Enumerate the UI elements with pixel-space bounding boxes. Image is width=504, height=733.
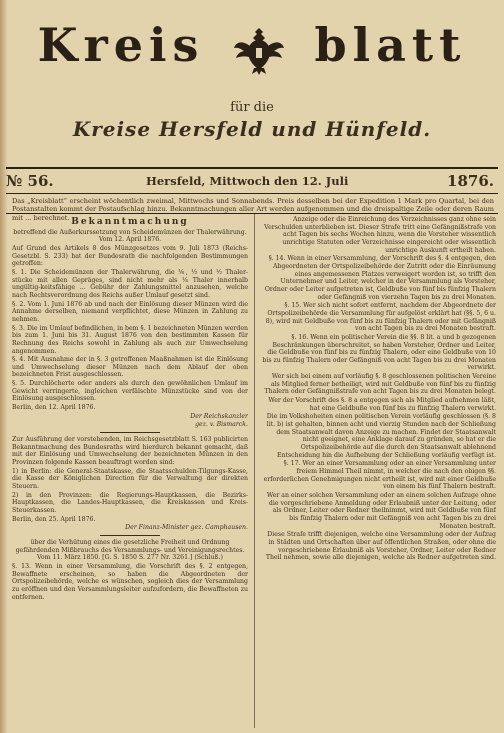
issue-info-bar <box>6 170 498 192</box>
subscription-notice: Das „Kreisblatt“ erscheint wöchentlich zweimal, Mittwochs und Sonnabends. Preis desselben bei der Expedition 1 Mark pro Quartal, bei den Postanstalten kommt der Postaufschlag hinzu. Bekanntmachungen aller Art werden aufgenommen und die dreispaltige Zeile oder deren Raum mit ... berechnet. <box>12 197 494 222</box>
law-title: über die Verhütung eines die gesetzliche Freiheit und Ordnung gefährdenden Mißbrauchs des Versammlungs- und Vereinigungsrechtes. Vom 11. März 1850. [G. S. 1850 S. 277 Nr. 3261.] (Schluß.) <box>15 538 245 562</box>
paragraph: Berlin, den 12. April 1876. <box>12 404 96 412</box>
issue-year: 1876. <box>447 172 494 190</box>
paragraph: 1) in Berlin: die General-Staatskasse, die Staatsschulden-Tilgungs-Kasse, die Kasse der Königlichen Direction für die Verwaltung der direkten Steuern. <box>12 467 248 490</box>
title-right: blatt <box>314 18 467 72</box>
section-divider <box>100 432 160 433</box>
signature-title: Der Reichskanzler <box>190 412 248 420</box>
paragraph: §. 17. Wer an einer Versammlung oder an einer Versammlung unter freiem Himmel Theil nimmt, in welcher die nach den obigen §§. erforderlichen Genehmigungen nicht ertheilt ist, wird mit einer Geldbuße von einem bis fünf Thalern bestraft. <box>263 460 496 491</box>
paragraph: §. 15. Wer sich nicht sofort entfernt, nachdem der Abgeordnete der Ortspolizeibehörde die Versammlung für aufgelöst erklärt hat (§§. 5, 6 u. 8), wird mit Geldbuße von fünf bis zu fünfzig Thalern oder mit Gefängniß von acht Tagen bis zu drei Monaten bestraft. <box>265 302 496 333</box>
masthead-subtitle-2: Kreise Hersfeld und Hünfeld. <box>72 117 432 141</box>
paragraph: §. 13. Wenn in einer Versammlung, die Vorschrift des §. 2 entgegen, Bewaffnete erscheinen, so haben die Abgeordneten der Ortspolizeibehörde, welche es wünschen, sogleich dies der Versammlung zu eröffnen und den Versammlungsleiter aufzufordern, die Bewaffneten zu entfernen. <box>12 562 248 601</box>
issue-date: Hersfeld, Mittwoch den 12. Juli <box>146 174 349 188</box>
masthead-title <box>0 18 504 76</box>
title-left: Kreis <box>37 18 205 72</box>
masthead <box>0 0 504 170</box>
paragraph: Wer sich bei einem auf vorläufig §. 8 geschlossenen politischen Vereine als Mitglied ferner betheiligt, wird mit Geldbuße von fünf bis zu fünfzig Thalern oder Gefängnißstrafe von acht Tagen bis zu drei Monaten belegt. <box>264 373 496 396</box>
paragraph: §. 3. Die im Umlauf befindlichen, in bem §. 1 bezeichneten Münzen werden bis zum 1. Juni bis 31. August 1876 von den bestimmten Kassen für Rechnung des Reichs sowohl in Zahlung als auch zur Umwechselung angenommen. <box>12 324 248 355</box>
masthead-subtitle-1: für die <box>230 100 274 115</box>
top-rule <box>6 167 498 169</box>
paragraph: Auf Grund des Artikels 8 des Münzgesetzes vom 9. Juli 1873 (Reichs-Gesetzbl. S. 233) hat der Bundesrath die nachfolgenden Bestimmungen getroffen: <box>12 244 248 268</box>
paragraph: Wer an einer solchen Versammlung oder an einem solchen Aufzuge ohne die vorgeschriebene Anmeldung oder Erlaubniß unter der Leitung, oder als Ordner, Leiter oder Redner theilnimmt, wird mit Geldbuße von fünf bis fünfzig Thalern oder mit Gefängniß von acht Tagen bis zu drei Monaten bestraft. <box>266 491 496 530</box>
paragraph: §. 2. Vom 1. Juni 1876 ab und nach der Einlösung dieser Münzen wird die Annahme derselben, niemand verpflichtet, diese Münzen in Zahlung zu nehmen. <box>12 300 248 323</box>
paragraph: §. 16. Wenn ein politischer Verein die §§. 8 lit. a und b gezogenen Beschränkungen überschreitet, so haben Vorsteher, Ordner und Leiter, die Geldbuße von fünf bis zu fünfzig Thalern, oder eine Geldbuße von 10 bis zu fünfzig Thalern oder Gefängniß von acht Tagen bis zu drei Monaten verwirkt. <box>262 333 496 372</box>
issue-number: № 56. <box>6 172 54 190</box>
paragraph: §. 4. Mit Ausnahme der in §. 3 getroffenen Maaßnahmen ist die Einlösung und Umwechselung dieser Münzen nach dem Ablauf der oben bezeichneten Frist ausgeschlossen. <box>12 356 248 379</box>
paragraph: §. 5. Durchlöcherte oder anders als durch den gewöhnlichen Umlauf im Gewicht verringerte, ingleichen verfälschte Münzstücke sind von der Einlösung ausgeschlossen. <box>12 380 248 403</box>
paragraph: Die im Volkshoheiten einen politischen Verein vorläufig geschlossen (§. 8 lit. b) ist gehalten, binnen acht und vierzig Stunden nach der Schließung dem Staatsanwalt davon Anzeige zu machen. Findet der Staatsanwalt nicht geeignet, eine Anklage darauf zu gründen, so hat er die Ortspolizeibehörde auf die durch den Staatsanwalt ablehnend Entscheidung hin die Aufhebung der Schließung vorläufig verfügt ist. <box>266 413 496 459</box>
info-rule <box>6 193 498 194</box>
paragraph: §. 14. Wenn in einer Versammlung, der Vorschrift des §. 4 entgegen, den Abgeordneten der Ortspolizeibehörde der Zutritt oder die Einräumung eines angemessenen Platzes verweigert worden ist, so trifft den Unternehmer und Leiter, welcher in der Versammlung als Vorsteher, Ordner oder Leiter aufgetreten ist, Geldbuße von fünf bis fünfzig Thalern oder Gefängniß von vierzehn Tagen bis zu drei Monaten. <box>264 255 496 301</box>
announcement-subheading: betreffend die Außerkurssetzung von Scheidemünzen der Thalerwährung. Vom 12. April 1876. <box>13 228 247 244</box>
column-divider <box>254 214 255 728</box>
paragraph: Der Finanz-Minister gez. Camphausen. <box>125 524 248 532</box>
eagle-emblem-icon <box>232 22 286 76</box>
paragraph: Wer der Vorschrift des §. 8 a entgegen sich als Mitglied aufnehmen läßt, hat eine Geldbuße von fünf bis zu fünfzig Thalern verwirkt. <box>268 397 496 412</box>
notice-rule <box>6 213 498 214</box>
paragraph: §. 1. Die Scheidemünzen der Thalerwährung, die ⅙, ⅓ und ½ Thaler-stücke mit allen Gepräges, sind nicht mehr als ¼ Thaler innerhalb ungültig-keitsfähige ... Gebühr der Zahlungsmittel anzusehen, welche nach Rechtsverordnung des Reichs außer Umlauf gesetzt sind. <box>12 268 248 299</box>
announcement-heading: Bekanntmachung <box>71 217 189 227</box>
left-column <box>12 216 248 726</box>
section-divider <box>100 535 160 536</box>
paragraph: Diese Strafe trifft diejenigen, welche eine Versammlung oder der Aufzug in Städten und Ortschaften über auf öffentlichen Straßen, oder ohne die vorgeschriebene Erlaubniß als Vorsteher, Ordner, Leiter oder Redner Theil nehmen, sowie alle diejenigen, welche als Redner aufgetreten sind. <box>265 531 496 562</box>
paragraph: Berlin, den 25. April 1876. <box>12 515 96 523</box>
right-column <box>262 216 496 726</box>
paragraph: 2) in den Provinzen: die Regierungs-Hauptkassen, die Bezirks-Hauptkassen, die Landes-Hauptkassen, die Kreiskassen und Kreis-Steuerkassen. <box>12 491 248 514</box>
signature-name: gez. v. Bismarck. <box>195 421 248 429</box>
paragraph: Zur Ausführung der vorstehenden, im Reichsgesetzblatt S. 163 publicirten Bekanntmachung des Bundesraths wird hierdurch bekannt gemacht, daß mit der Einlösung und Umwechselung der bezeichneten Münzen in den Provinzen folgende Kassen beauftragt worden sind: <box>12 436 248 467</box>
paragraph: Anzeige oder die Einreichung des Verzeichnisses ganz ohne sein Verschulden unterblieben ist. Dieser Strafe tritt eine Gefängnißstrafe von acht Tagen bis sechs Wochen hinzu, wenn die Vorsteher wissentlich unrichtige Statuten oder Verzeichnisse eingereicht oder wissentlich unrichtige Auskunft ertheilt haben. <box>264 216 496 254</box>
